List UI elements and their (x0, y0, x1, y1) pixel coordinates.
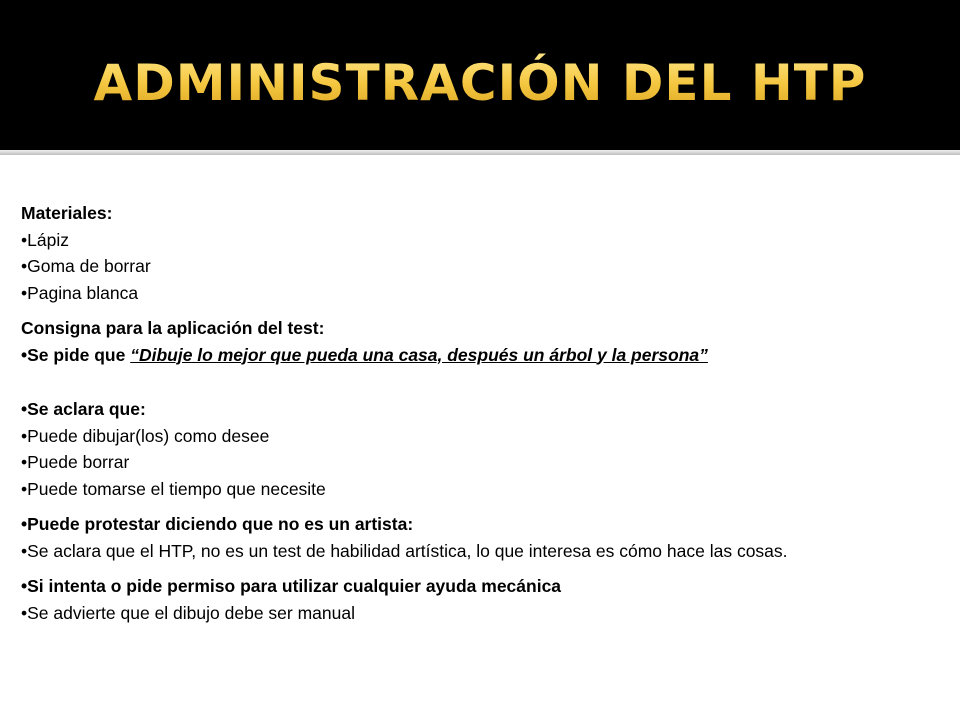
consigna-prefix: •Se pide que (21, 344, 131, 365)
consigna-instruction (21, 342, 891, 369)
aclara-item: •Puede dibujar(los) como desee (21, 425, 270, 446)
slide-title: ADMINISTRACIÓN DEL HTP (0, 50, 960, 116)
aclara-heading: •Se aclara que: (21, 399, 146, 419)
aclara-item: •Puede tomarse el tiempo que necesite (21, 478, 326, 499)
consigna-quote: “Dibuje lo mejor que pueda una casa, después un árbol y la persona” (130, 344, 708, 365)
materiales-item: •Goma de borrar (21, 256, 151, 276)
title-banner (0, 0, 960, 150)
materiales-heading: Materiales: (21, 203, 113, 223)
protesta-text: •Se aclara que el HTP, no es un test de habilidad artística, lo que interesa es cómo hace las cosas. (21, 540, 788, 561)
consigna-heading: Consigna para la aplicación del test: (21, 318, 325, 338)
aclara-item: •Puede borrar (21, 452, 130, 472)
slide-body (21, 200, 891, 626)
protesta-heading: •Puede protestar diciendo que no es un artista: (21, 514, 414, 534)
title-divider (0, 150, 960, 155)
ayuda-heading: •Si intenta o pide permiso para utilizar cualquier ayuda mecánica (21, 576, 562, 596)
materiales-item: •Pagina blanca (21, 282, 139, 303)
ayuda-text: •Se advierte que el dibujo debe ser manual (21, 602, 355, 623)
materiales-item: •Lápiz (21, 229, 69, 250)
